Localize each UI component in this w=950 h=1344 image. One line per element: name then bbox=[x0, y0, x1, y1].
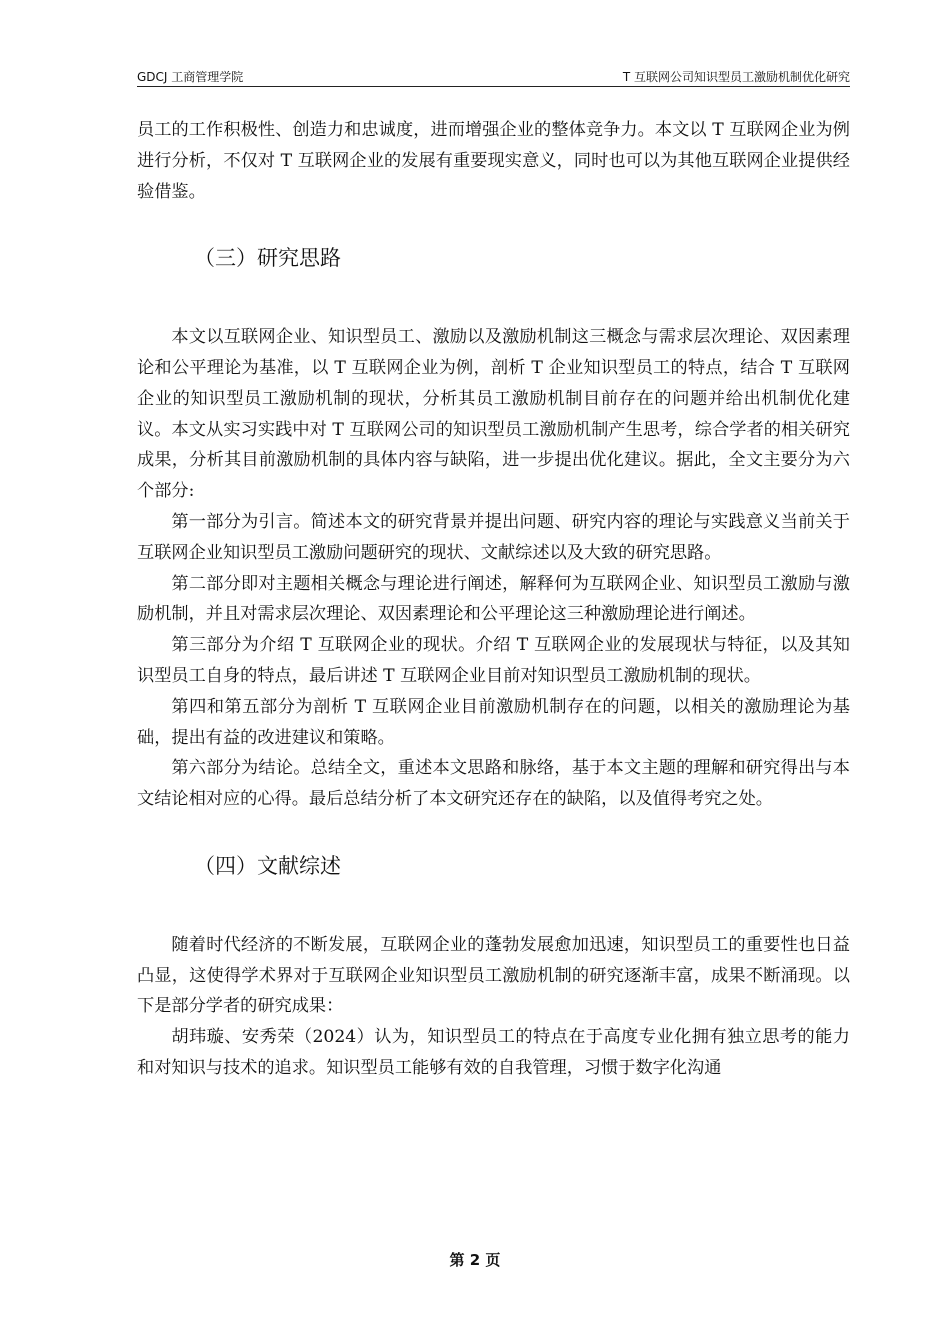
intro-paragraph: 员工的工作积极性、创造力和忠诚度，进而增强企业的整体竞争力。本文以 T 互联网企业为例进行分析，不仅对 T 互联网企业的发展有重要现实意义，同时也可以为其他互联网企业提供经验借鉴。 bbox=[137, 120, 850, 202]
paragraph: 第四和第五部分为剖析 T 互联网企业目前激励机制存在的问题，以相关的激励理论为基础，提出有益的改进建议和策略。 bbox=[137, 696, 850, 748]
page-number: 第 2 页 bbox=[449, 1251, 501, 1269]
section-heading-literature-review: （四）文献综述 bbox=[194, 853, 341, 878]
paragraph: 本文以互联网企业、知识型员工、激励以及激励机制这三概念与需求层次理论、双因素理论和公平理论为基准，以 T 互联网企业为例，剖析 T 企业知识型员工的特点，结合 T 互联网企业的知识型员工激励机制的现状，分析其员工激励机制目前存在的问题并给出机制优化建议。本文从实习实践中对 T 互联网公司的知识型员工激励机制产生思考，综合学者的相关研究成果，分析其目前激励机制的具体内容与缺陷，进一步提出优化建议。据此，全文主要分为六个部分: bbox=[137, 327, 850, 502]
paragraph: 胡玮璇、安秀荣（2024）认为，知识型员工的特点在于高度专业化拥有独立思考的能力和对知识与技术的追求。知识型员工能够有效的自我管理，习惯于数字化沟通 bbox=[137, 1027, 850, 1078]
header-institution: GDCJ 工商管理学院 bbox=[137, 70, 244, 84]
page-header bbox=[137, 64, 850, 87]
paragraph: 第三部分为介绍 T 互联网企业的现状。介绍 T 互联网企业的发展现状与特征，以及其知识型员工自身的特点，最后讲述 T 互联网企业目前对知识型员工激励机制的现状。 bbox=[137, 635, 850, 686]
page-body bbox=[137, 115, 850, 1084]
paragraph: 第二部分即对主题相关概念与理论进行阐述，解释何为互联网企业、知识型员工激励与激励机制，并且对需求层次理论、双因素理论和公平理论这三种激励理论进行阐述。 bbox=[137, 573, 850, 625]
section-heading-research-approach: （三）研究思路 bbox=[194, 246, 341, 271]
paragraph: 第六部分为结论。总结全文，重述本文思路和脉络，基于本文主题的理解和研究得出与本文结论相对应的心得。最后总结分析了本文研究还存在的缺陷，以及值得考究之处。 bbox=[137, 758, 850, 810]
paragraph: 第一部分为引言。简述本文的研究背景并提出问题、研究内容的理论与实践意义当前关于互联网企业知识型员工激励问题研究的现状、文献综述以及大致的研究思路。 bbox=[137, 511, 850, 563]
paragraph: 随着时代经济的不断发展，互联网企业的蓬勃发展愈加迅速，知识型员工的重要性也日益凸显，这使得学术界对于互联网企业知识型员工激励机制的研究逐渐丰富，成果不断涌现。以下是部分学者的研究成果： bbox=[137, 934, 850, 1017]
header-thesis-title: T 互联网公司知识型员工激励机制优化研究 bbox=[622, 70, 850, 84]
